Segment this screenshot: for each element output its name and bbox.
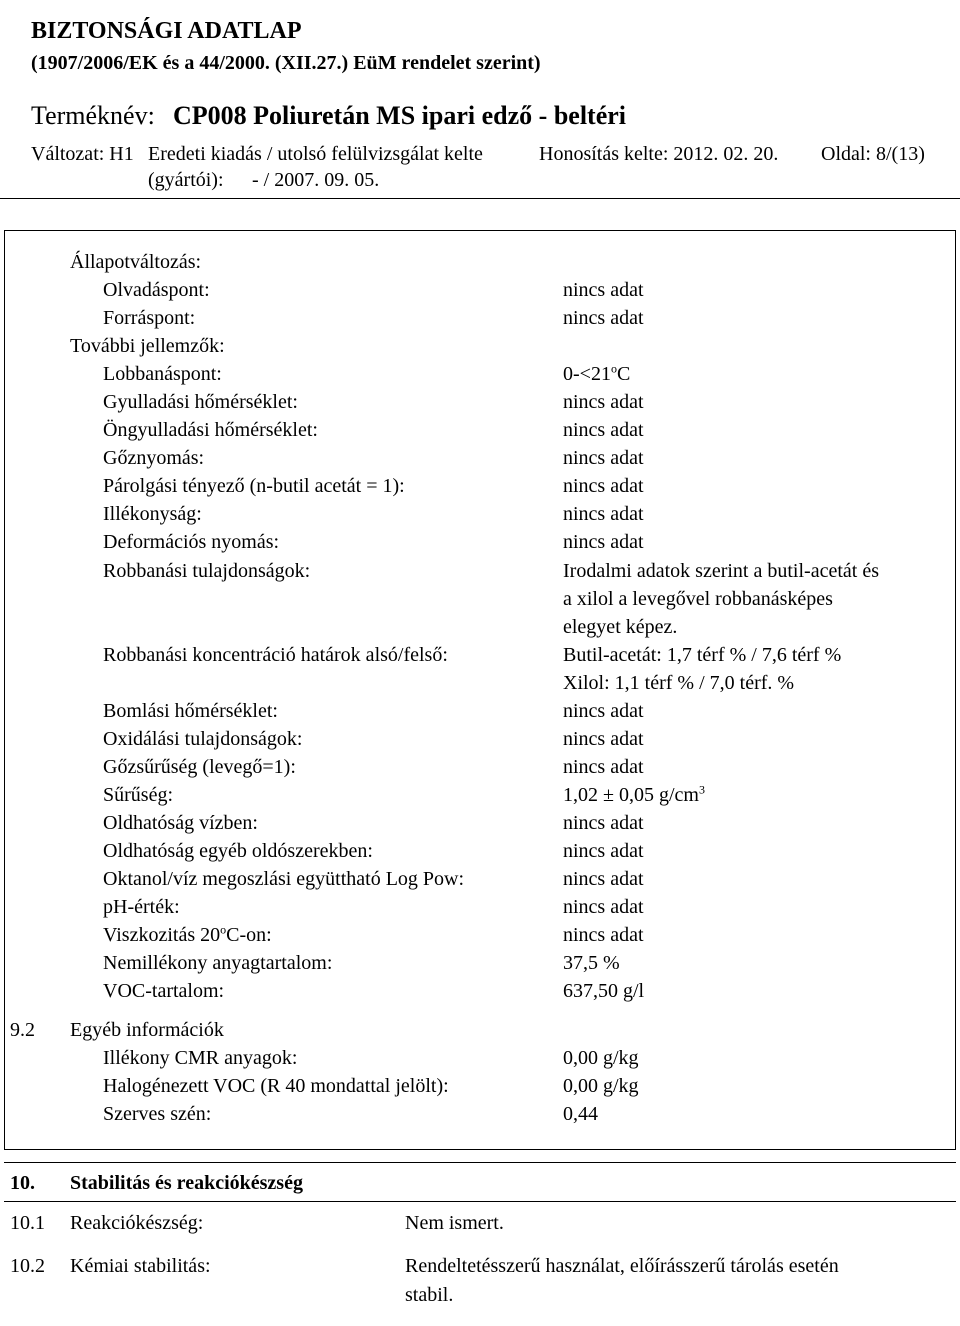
log-pow-value: nincs adat xyxy=(563,868,644,890)
explosion-limits-label: Robbanási koncentráció határok alsó/felső: xyxy=(103,644,448,666)
section10-top-rule xyxy=(4,1162,956,1163)
viscosity-value: nincs adat xyxy=(563,924,644,946)
explosive-value-line1: Irodalmi adatok szerint a butil-acetát és xyxy=(563,560,879,582)
section10-heading-rule xyxy=(4,1201,956,1202)
voc-label: VOC-tartalom: xyxy=(103,980,225,1002)
boiling-value: nincs adat xyxy=(563,307,644,329)
vapour-pressure-label: Gőznyomás: xyxy=(103,447,205,469)
cmr-label: Illékony CMR anyagok: xyxy=(103,1047,298,1069)
cmr-value: 0,00 g/kg xyxy=(563,1047,639,1069)
stability-value-line1: Rendeltetésszerű használat, előírásszerű tárolás esetén xyxy=(405,1255,839,1277)
issue-label: Eredeti kiadás / utolsó felülvizsgálat kelte xyxy=(148,143,483,165)
product-label: Terméknév: xyxy=(31,101,155,130)
explosion-limits-value-line2: Xilol: 1,1 térf % / 7,0 térf. % xyxy=(563,672,795,694)
deformation-value: nincs adat xyxy=(563,531,644,553)
stability-label: Kémiai stabilitás: xyxy=(70,1255,211,1277)
halogenated-voc-value: 0,00 g/kg xyxy=(563,1075,639,1097)
organic-carbon-label: Szerves szén: xyxy=(103,1103,212,1125)
explosive-label: Robbanási tulajdonságok: xyxy=(103,560,311,582)
viscosity-label: Viszkozitás 20$^o$C-on: xyxy=(103,922,272,946)
ph-value: nincs adat xyxy=(563,896,644,918)
voc-value: 637,50 g/l xyxy=(563,980,645,1002)
water-solubility-label: Oldhatóság vízben: xyxy=(103,812,258,834)
halogenated-voc-label: Halogénezett VOC (R 40 mondattal jelölt): xyxy=(103,1075,449,1097)
section10-number: 10. xyxy=(10,1172,35,1194)
water-solubility-value: nincs adat xyxy=(563,812,644,834)
product-name: CP008 Poliuretán MS ipari edző - beltéri xyxy=(173,101,627,130)
page-number: Oldal: 8/(13) xyxy=(821,143,925,165)
reactivity-value: Nem ismert. xyxy=(405,1212,504,1234)
stability-value-line2: stabil. xyxy=(405,1284,454,1306)
vapour-density-value: nincs adat xyxy=(563,756,644,778)
density-label: Sűrűség: xyxy=(103,784,173,806)
organic-carbon-value: 0,44 xyxy=(563,1103,598,1125)
header-divider xyxy=(0,198,960,199)
version-label: Változat: H1 xyxy=(31,143,134,165)
log-pow-label: Oktanol/víz megoszlási együttható Log Pow: xyxy=(103,868,465,890)
stability-number: 10.2 xyxy=(10,1255,45,1277)
oxidising-value: nincs adat xyxy=(563,728,644,750)
other-info-number: 9.2 xyxy=(10,1019,35,1041)
other-solubility-value: nincs adat xyxy=(563,840,644,862)
regulation-subtitle: (1907/2006/EK és a 44/2000. (XII.27.) EüM rendelet szerint) xyxy=(31,52,541,74)
deformation-label: Deformációs nyomás: xyxy=(103,531,280,553)
document-title: BIZTONSÁGI ADATLAP xyxy=(31,18,302,44)
melting-label: Olvadáspont: xyxy=(103,279,210,301)
flash-label: Lobbanáspont: xyxy=(103,363,222,385)
oxidising-label: Oxidálási tulajdonságok: xyxy=(103,728,303,750)
autoignition-label: Öngyulladási hőmérséklet: xyxy=(103,419,318,441)
volatility-label: Illékonyság: xyxy=(103,503,202,525)
evaporation-label: Párolgási tényező (n-butil acetát = 1): xyxy=(103,475,405,497)
autoignition-value: nincs adat xyxy=(563,419,644,441)
decomposition-value: nincs adat xyxy=(563,700,644,722)
evaporation-value: nincs adat xyxy=(563,475,644,497)
other-solubility-label: Oldhatóság egyéb oldószerekben: xyxy=(103,840,373,862)
boiling-label: Forráspont: xyxy=(103,307,196,329)
reactivity-number: 10.1 xyxy=(10,1212,45,1234)
ignition-label: Gyulladási hőmérséklet: xyxy=(103,391,298,413)
explosive-value-line2: a xilol a levegővel robbanásképes xyxy=(563,588,833,610)
volatility-value: nincs adat xyxy=(563,503,644,525)
explosion-limits-value-line1: Butil-acetát: 1,7 térf % / 7,6 térf % xyxy=(563,644,842,666)
density-value: 1,02 ± 0,05 $g/cm^3$ xyxy=(563,782,705,806)
non-volatile-label: Nemillékony anyagtartalom: xyxy=(103,952,333,974)
reactivity-label: Reakciókészség: xyxy=(70,1212,204,1234)
ph-label: pH-érték: xyxy=(103,896,180,918)
non-volatile-value: 37,5 % xyxy=(563,952,620,974)
issue-dates: - / 2007. 09. 05. xyxy=(252,169,380,191)
decomposition-label: Bomlási hőmérséklet: xyxy=(103,700,278,722)
other-info-heading: Egyéb információk xyxy=(70,1019,224,1041)
issue-maker-label: (gyártói): xyxy=(148,169,224,191)
ignition-value: nincs adat xyxy=(563,391,644,413)
state-change-heading: Állapotváltozás: xyxy=(70,251,202,273)
vapour-density-label: Gőzsűrűség (levegő=1): xyxy=(103,756,296,778)
melting-value: nincs adat xyxy=(563,279,644,301)
localization-date: Honosítás kelte: 2012. 02. 20. xyxy=(539,143,779,165)
flash-value: $0-<21^oC$ xyxy=(563,361,631,385)
section10-heading: Stabilitás és reakciókészség xyxy=(70,1172,303,1194)
explosive-value-line3: elegyet képez. xyxy=(563,616,678,638)
further-heading: További jellemzők: xyxy=(70,335,225,357)
vapour-pressure-value: nincs adat xyxy=(563,447,644,469)
